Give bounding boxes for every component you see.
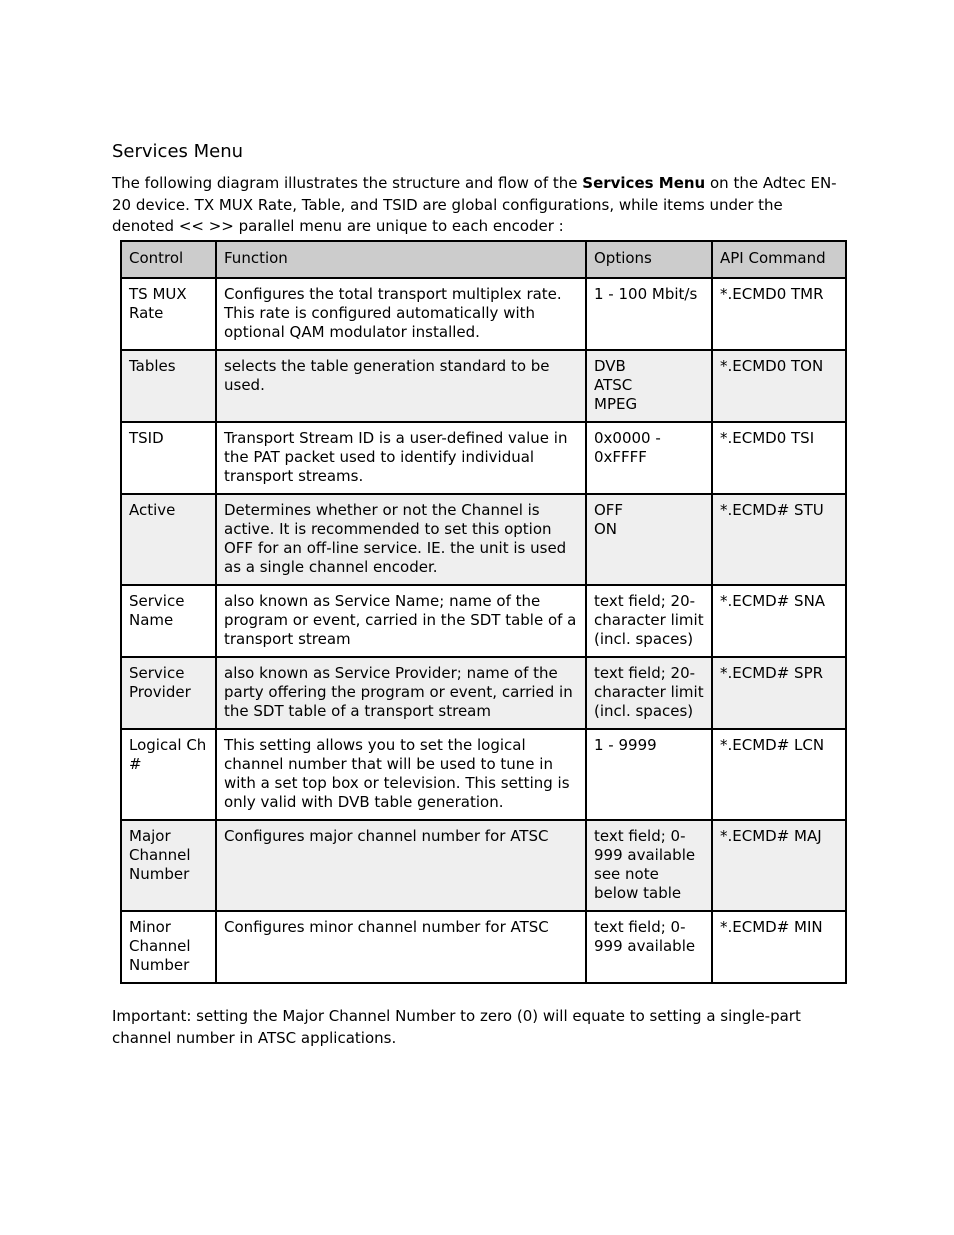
cell-api: *.ECMD# MIN (712, 911, 846, 983)
cell-api: *.ECMD# LCN (712, 729, 846, 820)
header-api-command: API Command (712, 241, 846, 278)
cell-control: Minor Channel Number (121, 911, 216, 983)
cell-options (586, 494, 712, 585)
option-value: ATSC (594, 375, 633, 394)
cell-options (586, 350, 712, 422)
cell-api: *.ECMD# SPR (712, 657, 846, 729)
table-header-row (121, 241, 846, 278)
cell-api: *.ECMD0 TON (712, 350, 846, 422)
cell-control: Active (121, 494, 216, 585)
cell-api: *.ECMD0 TMR (712, 278, 846, 350)
option-value: ON (594, 519, 618, 538)
cell-function: This setting allows you to set the logical channel number that will be used to tune in with a set top box or television. This setting is only valid with DVB table generation. (216, 729, 586, 820)
header-control: Control (121, 241, 216, 278)
cell-function: Configures major channel number for ATSC (216, 820, 586, 911)
cell-options: 1 - 9999 (586, 729, 712, 820)
document-page (112, 140, 844, 1049)
table-row (121, 911, 846, 983)
cell-function: also known as Service Name; name of the program or event, carried in the SDT table of a transport stream (216, 585, 586, 657)
table-row (121, 278, 846, 350)
table-row (121, 820, 846, 911)
option-value: MPEG (594, 394, 638, 413)
header-options: Options (586, 241, 712, 278)
cell-control: Service Name (121, 585, 216, 657)
table-row (121, 657, 846, 729)
cell-options: 0x0000 - 0xFFFF (586, 422, 712, 494)
cell-options: text field; 0-999 available (586, 911, 712, 983)
services-menu-table (120, 240, 847, 984)
cell-options: text field; 20-character limit (incl. spaces) (586, 657, 712, 729)
section-heading: Services Menu (112, 141, 244, 162)
intro-bold-term: Services Menu (582, 174, 706, 192)
header-function: Function (216, 241, 586, 278)
cell-control: TS MUX Rate (121, 278, 216, 350)
intro-text-end: on the Adtec EN-20 device. TX MUX Rate, Table, and TSID are global configurations, while items under the denoted << >> parallel menu are unique to each encoder : (112, 174, 837, 235)
cell-control: Major Channel Number (121, 820, 216, 911)
cell-control: Service Provider (121, 657, 216, 729)
cell-control: Tables (121, 350, 216, 422)
cell-api: *.ECMD# STU (712, 494, 846, 585)
option-value: OFF (594, 500, 624, 519)
cell-function: also known as Service Provider; name of the party offering the program or event, carried in the SDT table of a transport stream (216, 657, 586, 729)
table-row (121, 422, 846, 494)
cell-function: Configures minor channel number for ATSC (216, 911, 586, 983)
cell-function: selects the table generation standard to be used. (216, 350, 586, 422)
cell-function: Configures the total transport multiplex rate. This rate is configured automatically with optional QAM modulator installed. (216, 278, 586, 350)
cell-function: Determines whether or not the Channel is active. It is recommended to set this option OFF for an off-line service. IE. the unit is used as a single channel encoder. (216, 494, 586, 585)
cell-options: text field; 20-character limit (incl. spaces) (586, 585, 712, 657)
intro-paragraph (112, 173, 844, 238)
table-row (121, 494, 846, 585)
cell-options: 1 - 100 Mbit/s (586, 278, 712, 350)
table-row (121, 585, 846, 657)
cell-api: *.ECMD# MAJ (712, 820, 846, 911)
option-value: DVB (594, 356, 626, 375)
cell-options: text field; 0-999 available see note below table (586, 820, 712, 911)
table-row (121, 729, 846, 820)
table-row (121, 350, 846, 422)
important-note: Important: setting the Major Channel Number to zero (0) will equate to setting a single-part channel number in ATSC applications. (112, 1006, 801, 1047)
cell-api: *.ECMD# SNA (712, 585, 846, 657)
intro-text-start: The following diagram illustrates the structure and flow of the (112, 174, 583, 192)
cell-function: Transport Stream ID is a user-defined value in the PAT packet used to identify individual transport streams. (216, 422, 586, 494)
cell-control: Logical Ch # (121, 729, 216, 820)
cell-api: *.ECMD0 TSI (712, 422, 846, 494)
cell-control: TSID (121, 422, 216, 494)
